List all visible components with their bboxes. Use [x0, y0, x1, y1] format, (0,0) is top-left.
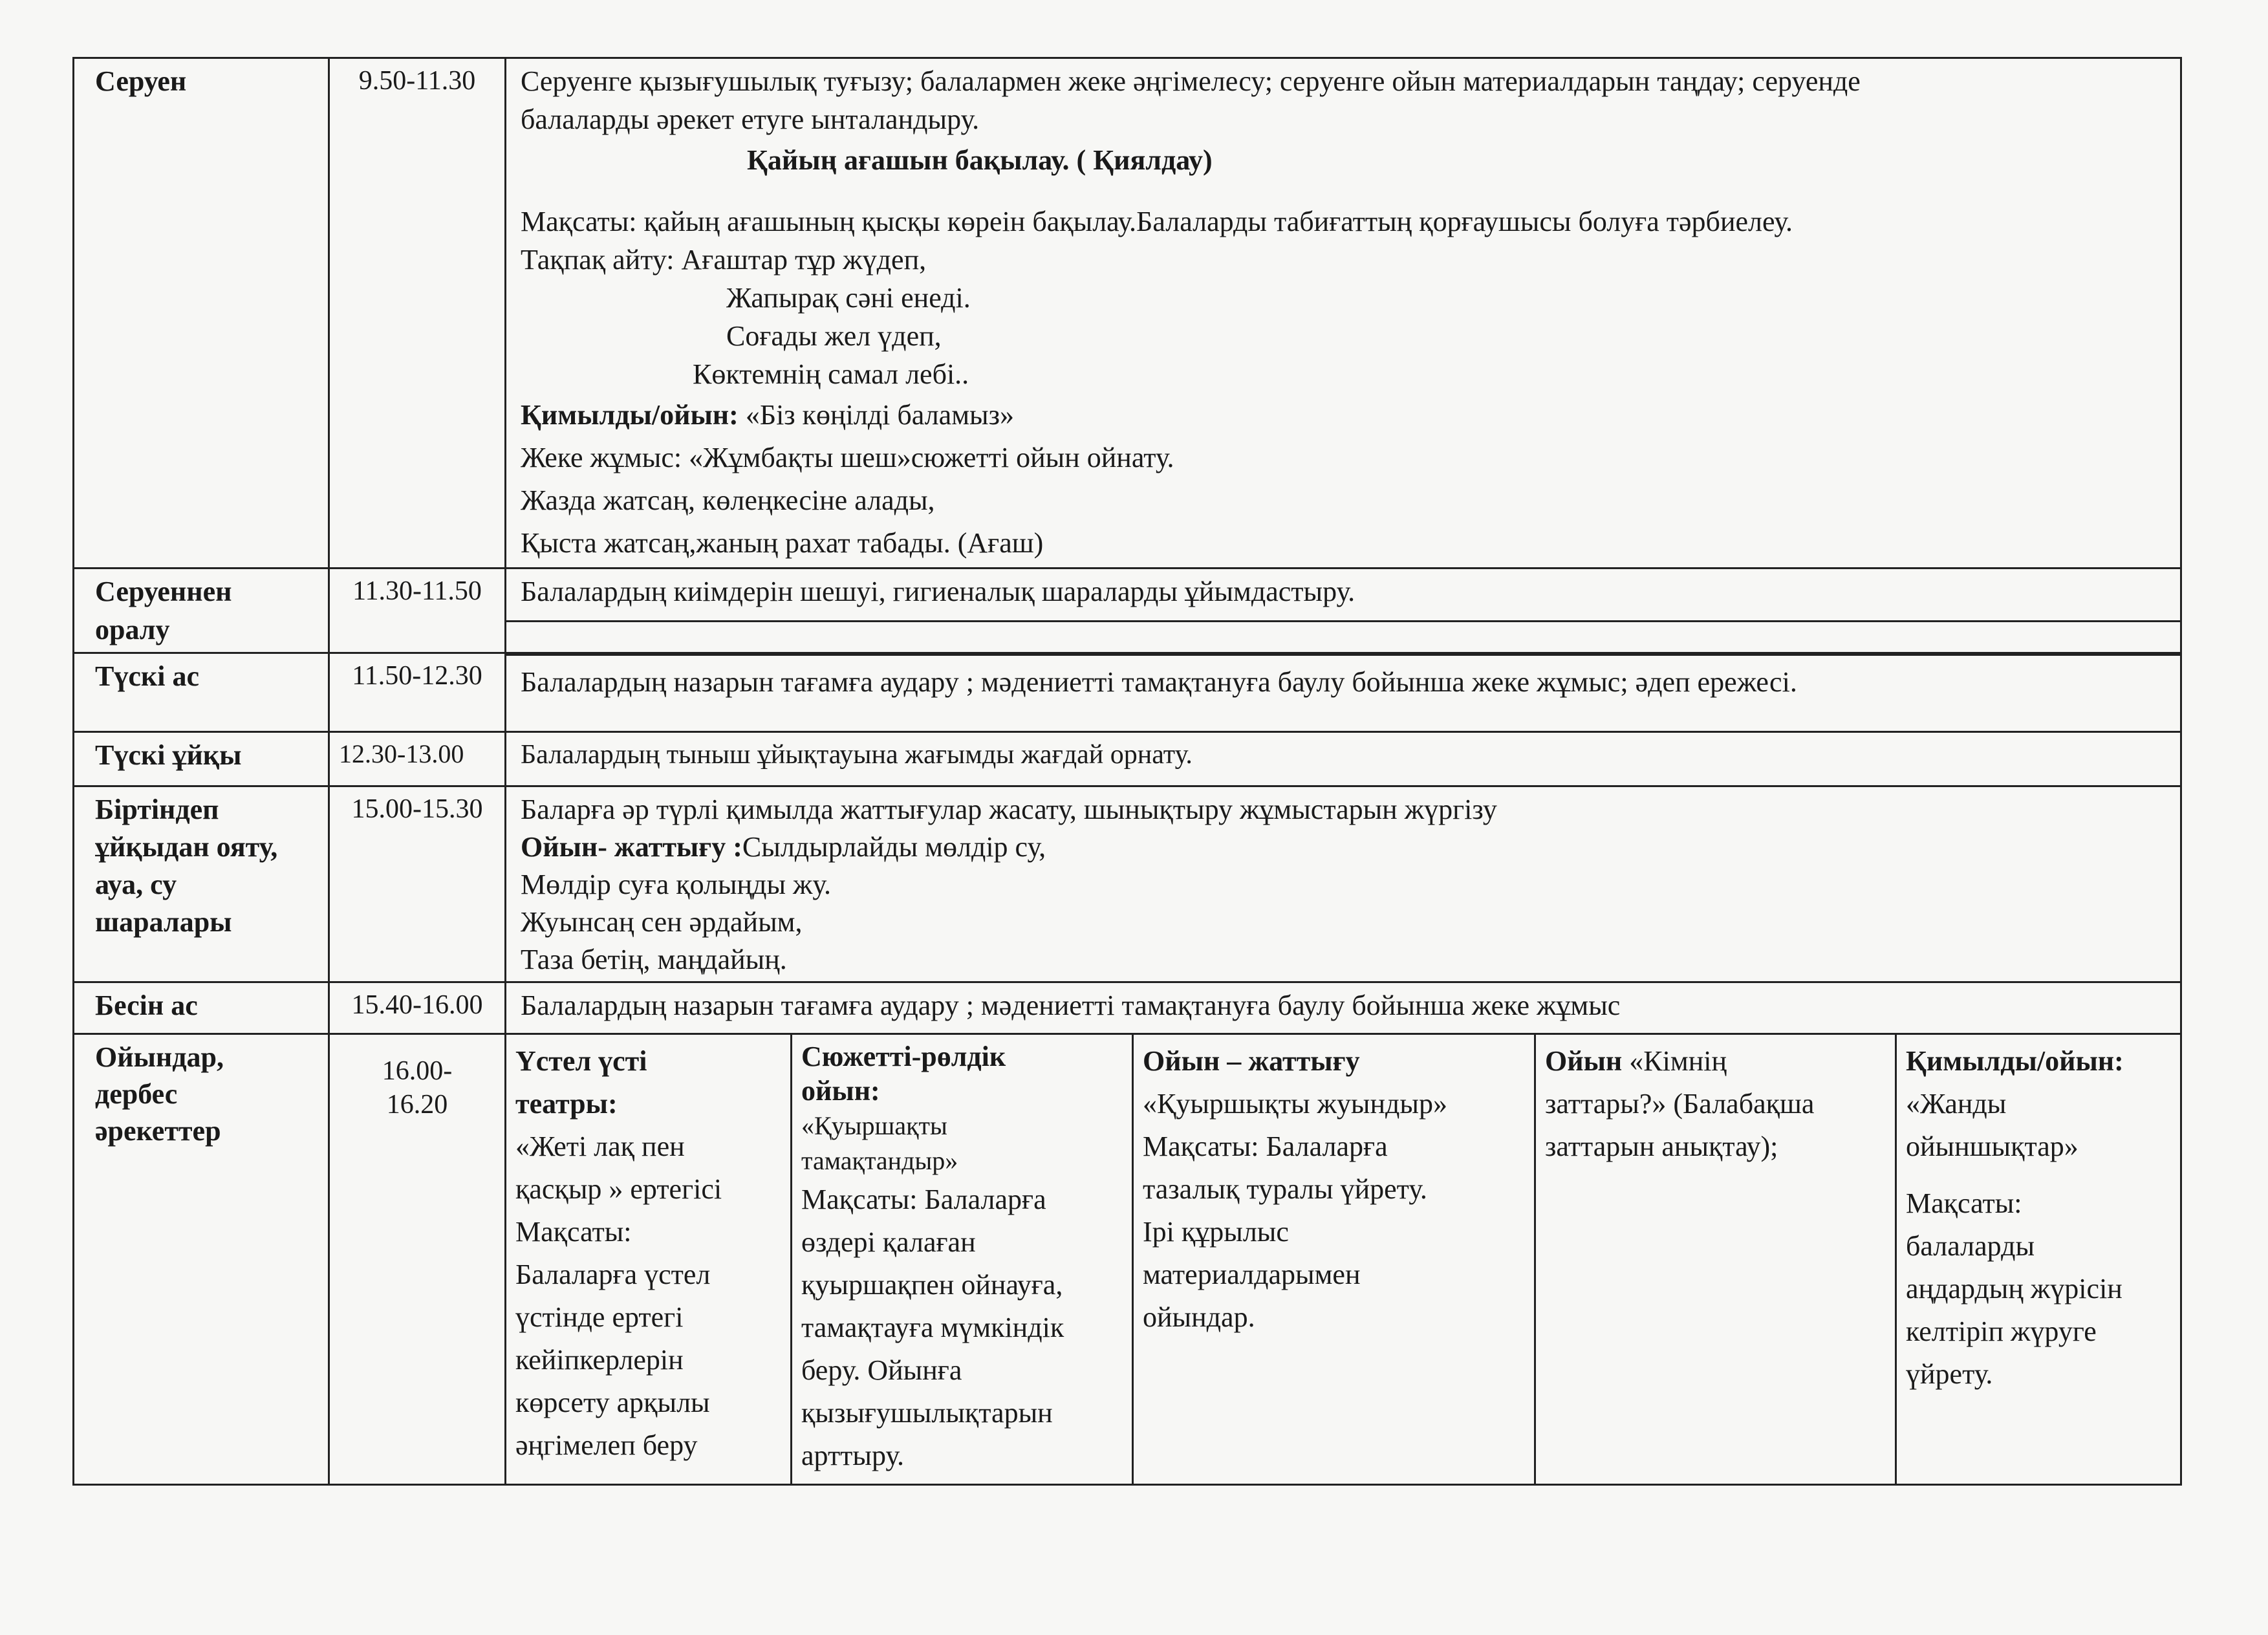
table-row	[74, 982, 2181, 1034]
riddle-line: Қыста жатсаң,жаның рахат табады. (Ағаш)	[521, 526, 1044, 559]
row-description	[506, 58, 2181, 568]
poem-line: Соғады жел үдеп,	[726, 319, 942, 352]
game-label: Қимылды/ойын:	[521, 398, 739, 431]
row-description: Балалардың назарын тағамға аудару ; мәдениетті тамақтануға баулу бойынша жеке жұмыс	[506, 982, 2181, 1034]
row-description: Балалардың киімдерін шешуі, гигиеналық шараларды ұйымдастыру.	[506, 568, 2181, 653]
row-name: Түскі ас	[74, 653, 329, 731]
row-time: 9.50-11.30	[329, 58, 506, 568]
riddle-line: Жазда жатсаң, көлеңкесіне алады,	[521, 484, 935, 516]
text-line: Серуенге қызығушылық туғызу; балалармен жеке әңгімелесу; серуенге ойын материалдарын таңдау; серуенде	[521, 65, 1861, 97]
games-cell	[506, 1034, 2181, 1484]
table-row	[74, 1034, 2181, 1484]
goal-text: Мақсаты: қайың ағашының қысқы көреін бақылау.Балаларды табиғаттың қорғаушысы болуға тәрбиелеу.	[521, 205, 1793, 237]
row-name: Бесін ас	[74, 982, 329, 1034]
row-time: 16.00- 16.20	[329, 1034, 506, 1484]
poem-line: Көктемнің самал лебі..	[693, 358, 969, 390]
poem-intro: Тақпақ айту: Ағаштар тұр жүдеп,	[521, 243, 927, 276]
game-whose-things: Ойын «Кімнің заттары?» (Балабақша заттарын анықтау);	[1536, 1035, 1897, 1484]
row-time: 15.40-16.00	[329, 982, 506, 1034]
table-row	[74, 786, 2181, 982]
poem-line: Жапырақ сәні енеді.	[726, 281, 971, 314]
table-row	[74, 58, 2181, 568]
row-time: 11.30-11.50	[329, 568, 506, 653]
game-table-theatre: Үстел үсті театры: «Жеті лақ пен қасқыр » ертегісі Мақсаты: Балаларға үстел үстінде ертегі кейіпкерлерін көрсету арқылы әңгімелеп беру	[506, 1035, 792, 1484]
row-description: Балалардың тыныш ұйықтауына жағымды жағдай орнату.	[506, 731, 2181, 786]
row-name: Серуен	[74, 58, 329, 568]
individual-work: Жеке жұмыс: «Жұмбақты шеш»сюжетті ойын ойнату.	[521, 441, 1174, 473]
row-name: Серуеннен оралу	[74, 568, 329, 653]
table-row	[74, 653, 2181, 731]
game-movement: Қимылды/ойын: «Жанды ойыншықтар» Мақсаты: балаларды аңдардың жүрісін келтіріп жүруге үйрету.	[1906, 1045, 2124, 1390]
row-description: Балалардың назарын тағамға аудару ; мәдениетті тамақтануға баулу бойынша жеке жұмыс; әдеп ережесі.	[506, 653, 2181, 731]
row-time: 15.00-15.30	[329, 786, 506, 982]
row-name: Түскі ұйқы	[74, 731, 329, 786]
game-text: «Біз көңілді баламыз»	[738, 398, 1014, 431]
row-time: 11.50-12.30	[329, 653, 506, 731]
row-name: Ойындар, дербес әрекеттер	[74, 1034, 329, 1484]
game-role-play: Сюжетті-рөлдік ойын: «Қуыршақты тамақтандыр» Мақсаты: Балаларға өздері қалаған қуыршақпен ойнауға, тамақтауға мүмкіндік беру. Ойынға қызығушылықтарын арттыру.	[792, 1035, 1134, 1484]
text-line: балаларды әрекет етуге ынталандыру.	[521, 103, 980, 135]
schedule-table	[72, 57, 2182, 1486]
table-row	[74, 731, 2181, 786]
exercise-label: Ойын- жаттығу :	[521, 830, 742, 863]
observation-title: Қайың ағашын бақылау. ( Қиялдау)	[747, 144, 1213, 176]
row-description: Баларға әр түрлі қимылда жаттығулар жасату, шынықтыру жұмыстарын жүргізу Ойын- жаттығу :Сылдырлайды мөлдір су, Мөлдір суға қолыңды жу. Жуынсаң сен әрдайым, Таза бетің, маңдайың.	[506, 786, 2181, 982]
row-time: 12.30-13.00	[329, 731, 506, 786]
table-row	[74, 568, 2181, 653]
game-exercise: Ойын – жаттығу «Қуыршықты жуындыр» Мақсаты: Балаларға тазалық туралы үйрету. Ірі құрылыс материалдарымен ойындар.	[1134, 1035, 1536, 1484]
row-name: Біртіндеп ұйқыдан ояту, ауа, су шаралары	[74, 786, 329, 982]
